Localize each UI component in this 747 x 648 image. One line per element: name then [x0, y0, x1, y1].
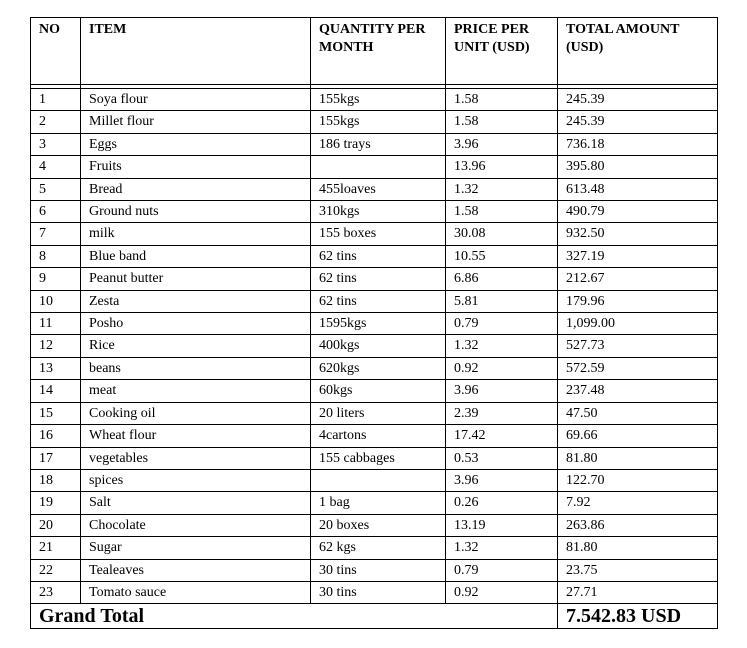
price-cell: 3.96	[446, 469, 558, 491]
total-cell: 572.59	[558, 357, 718, 379]
total-cell: 81.80	[558, 447, 718, 469]
grand-total-value: 7.542.83 USD	[558, 604, 718, 629]
price-cell: 5.81	[446, 290, 558, 312]
item-name: Posho	[81, 313, 311, 335]
price-cell: 1.58	[446, 89, 558, 111]
price-cell: 1.58	[446, 111, 558, 133]
header-row	[31, 18, 718, 85]
total-cell: 212.67	[558, 268, 718, 290]
quantity-cell: 30 tins	[311, 559, 446, 581]
item-name: Tealeaves	[81, 559, 311, 581]
grand-total-label: Grand Total	[31, 604, 558, 629]
table-row	[31, 537, 718, 559]
total-cell: 69.66	[558, 425, 718, 447]
row-number: 12	[31, 335, 81, 357]
row-number: 9	[31, 268, 81, 290]
item-name: Tomato sauce	[81, 581, 311, 603]
total-cell: 81.80	[558, 537, 718, 559]
row-number: 16	[31, 425, 81, 447]
price-cell: 30.08	[446, 223, 558, 245]
table-row	[31, 514, 718, 536]
total-cell: 7.92	[558, 492, 718, 514]
item-name: Peanut butter	[81, 268, 311, 290]
table-row	[31, 178, 718, 200]
table-row	[31, 156, 718, 178]
table-row	[31, 290, 718, 312]
item-name: Eggs	[81, 133, 311, 155]
item-name: Ground nuts	[81, 201, 311, 223]
price-cell: 1.32	[446, 537, 558, 559]
table-row	[31, 111, 718, 133]
price-cell: 2.39	[446, 402, 558, 424]
price-cell: 3.96	[446, 380, 558, 402]
table-row	[31, 357, 718, 379]
table-row	[31, 268, 718, 290]
quantity-cell: 20 boxes	[311, 514, 446, 536]
item-name: Bread	[81, 178, 311, 200]
price-cell: 0.79	[446, 559, 558, 581]
table-row	[31, 89, 718, 111]
quantity-cell: 4cartons	[311, 425, 446, 447]
total-cell: 245.39	[558, 111, 718, 133]
quantity-cell: 30 tins	[311, 581, 446, 603]
row-number: 19	[31, 492, 81, 514]
price-cell: 1.32	[446, 335, 558, 357]
table-row	[31, 469, 718, 491]
table-row	[31, 581, 718, 603]
item-name: Chocolate	[81, 514, 311, 536]
item-name: meat	[81, 380, 311, 402]
total-cell: 179.96	[558, 290, 718, 312]
total-cell: 237.48	[558, 380, 718, 402]
table-row	[31, 335, 718, 357]
quantity-cell: 62 kgs	[311, 537, 446, 559]
quantity-cell: 186 trays	[311, 133, 446, 155]
item-name: Soya flour	[81, 89, 311, 111]
row-number: 3	[31, 133, 81, 155]
total-cell: 736.18	[558, 133, 718, 155]
row-number: 18	[31, 469, 81, 491]
row-number: 23	[31, 581, 81, 603]
quantity-cell: 62 tins	[311, 290, 446, 312]
table-row	[31, 559, 718, 581]
price-cell: 0.92	[446, 581, 558, 603]
quantity-cell: 62 tins	[311, 245, 446, 267]
quantity-cell: 400kgs	[311, 335, 446, 357]
item-name: Blue band	[81, 245, 311, 267]
row-number: 21	[31, 537, 81, 559]
price-cell: 0.53	[446, 447, 558, 469]
price-cell: 1.58	[446, 201, 558, 223]
total-cell: 613.48	[558, 178, 718, 200]
price-cell: 3.96	[446, 133, 558, 155]
price-cell: 10.55	[446, 245, 558, 267]
total-cell: 47.50	[558, 402, 718, 424]
quantity-cell: 20 liters	[311, 402, 446, 424]
item-name: beans	[81, 357, 311, 379]
table-row	[31, 201, 718, 223]
quantity-cell	[311, 156, 446, 178]
quantity-cell: 620kgs	[311, 357, 446, 379]
quantity-cell: 155 boxes	[311, 223, 446, 245]
expense-table	[30, 17, 718, 629]
total-cell: 527.73	[558, 335, 718, 357]
header-quantity: QUANTITY PER MONTH	[311, 18, 446, 85]
row-number: 1	[31, 89, 81, 111]
grand-total-row	[31, 604, 718, 629]
row-number: 17	[31, 447, 81, 469]
item-name: spices	[81, 469, 311, 491]
price-cell: 0.26	[446, 492, 558, 514]
total-cell: 245.39	[558, 89, 718, 111]
total-cell: 932.50	[558, 223, 718, 245]
table-row	[31, 447, 718, 469]
quantity-cell: 1595kgs	[311, 313, 446, 335]
row-number: 13	[31, 357, 81, 379]
item-name: milk	[81, 223, 311, 245]
row-number: 4	[31, 156, 81, 178]
total-cell: 263.86	[558, 514, 718, 536]
table-row	[31, 380, 718, 402]
item-name: Fruits	[81, 156, 311, 178]
item-name: Wheat flour	[81, 425, 311, 447]
item-name: Rice	[81, 335, 311, 357]
row-number: 11	[31, 313, 81, 335]
row-number: 5	[31, 178, 81, 200]
row-number: 10	[31, 290, 81, 312]
quantity-cell: 310kgs	[311, 201, 446, 223]
table-row	[31, 245, 718, 267]
total-cell: 122.70	[558, 469, 718, 491]
row-number: 15	[31, 402, 81, 424]
item-name: Salt	[81, 492, 311, 514]
row-number: 6	[31, 201, 81, 223]
price-cell: 13.19	[446, 514, 558, 536]
table-row	[31, 492, 718, 514]
total-cell: 27.71	[558, 581, 718, 603]
quantity-cell: 1 bag	[311, 492, 446, 514]
price-cell: 17.42	[446, 425, 558, 447]
table-row	[31, 425, 718, 447]
total-cell: 1,099.00	[558, 313, 718, 335]
price-cell: 6.86	[446, 268, 558, 290]
table-body	[31, 89, 718, 604]
price-cell: 0.92	[446, 357, 558, 379]
item-name: Millet flour	[81, 111, 311, 133]
row-number: 20	[31, 514, 81, 536]
quantity-cell	[311, 469, 446, 491]
item-name: vegetables	[81, 447, 311, 469]
total-cell: 490.79	[558, 201, 718, 223]
total-cell: 395.80	[558, 156, 718, 178]
price-cell: 13.96	[446, 156, 558, 178]
row-number: 7	[31, 223, 81, 245]
quantity-cell: 155kgs	[311, 111, 446, 133]
row-number: 14	[31, 380, 81, 402]
table-row	[31, 402, 718, 424]
price-cell: 1.32	[446, 178, 558, 200]
table-row	[31, 223, 718, 245]
quantity-cell: 62 tins	[311, 268, 446, 290]
row-number: 8	[31, 245, 81, 267]
table-row	[31, 313, 718, 335]
header-total: TOTAL AMOUNT (USD)	[558, 18, 718, 85]
item-name: Sugar	[81, 537, 311, 559]
row-number: 2	[31, 111, 81, 133]
header-price: PRICE PER UNIT (USD)	[446, 18, 558, 85]
quantity-cell: 60kgs	[311, 380, 446, 402]
table-row	[31, 133, 718, 155]
item-name: Zesta	[81, 290, 311, 312]
quantity-cell: 155kgs	[311, 89, 446, 111]
price-cell: 0.79	[446, 313, 558, 335]
header-no: NO	[31, 18, 81, 85]
quantity-cell: 155 cabbages	[311, 447, 446, 469]
row-number: 22	[31, 559, 81, 581]
header-item: ITEM	[81, 18, 311, 85]
total-cell: 23.75	[558, 559, 718, 581]
item-name: Cooking oil	[81, 402, 311, 424]
quantity-cell: 455loaves	[311, 178, 446, 200]
total-cell: 327.19	[558, 245, 718, 267]
